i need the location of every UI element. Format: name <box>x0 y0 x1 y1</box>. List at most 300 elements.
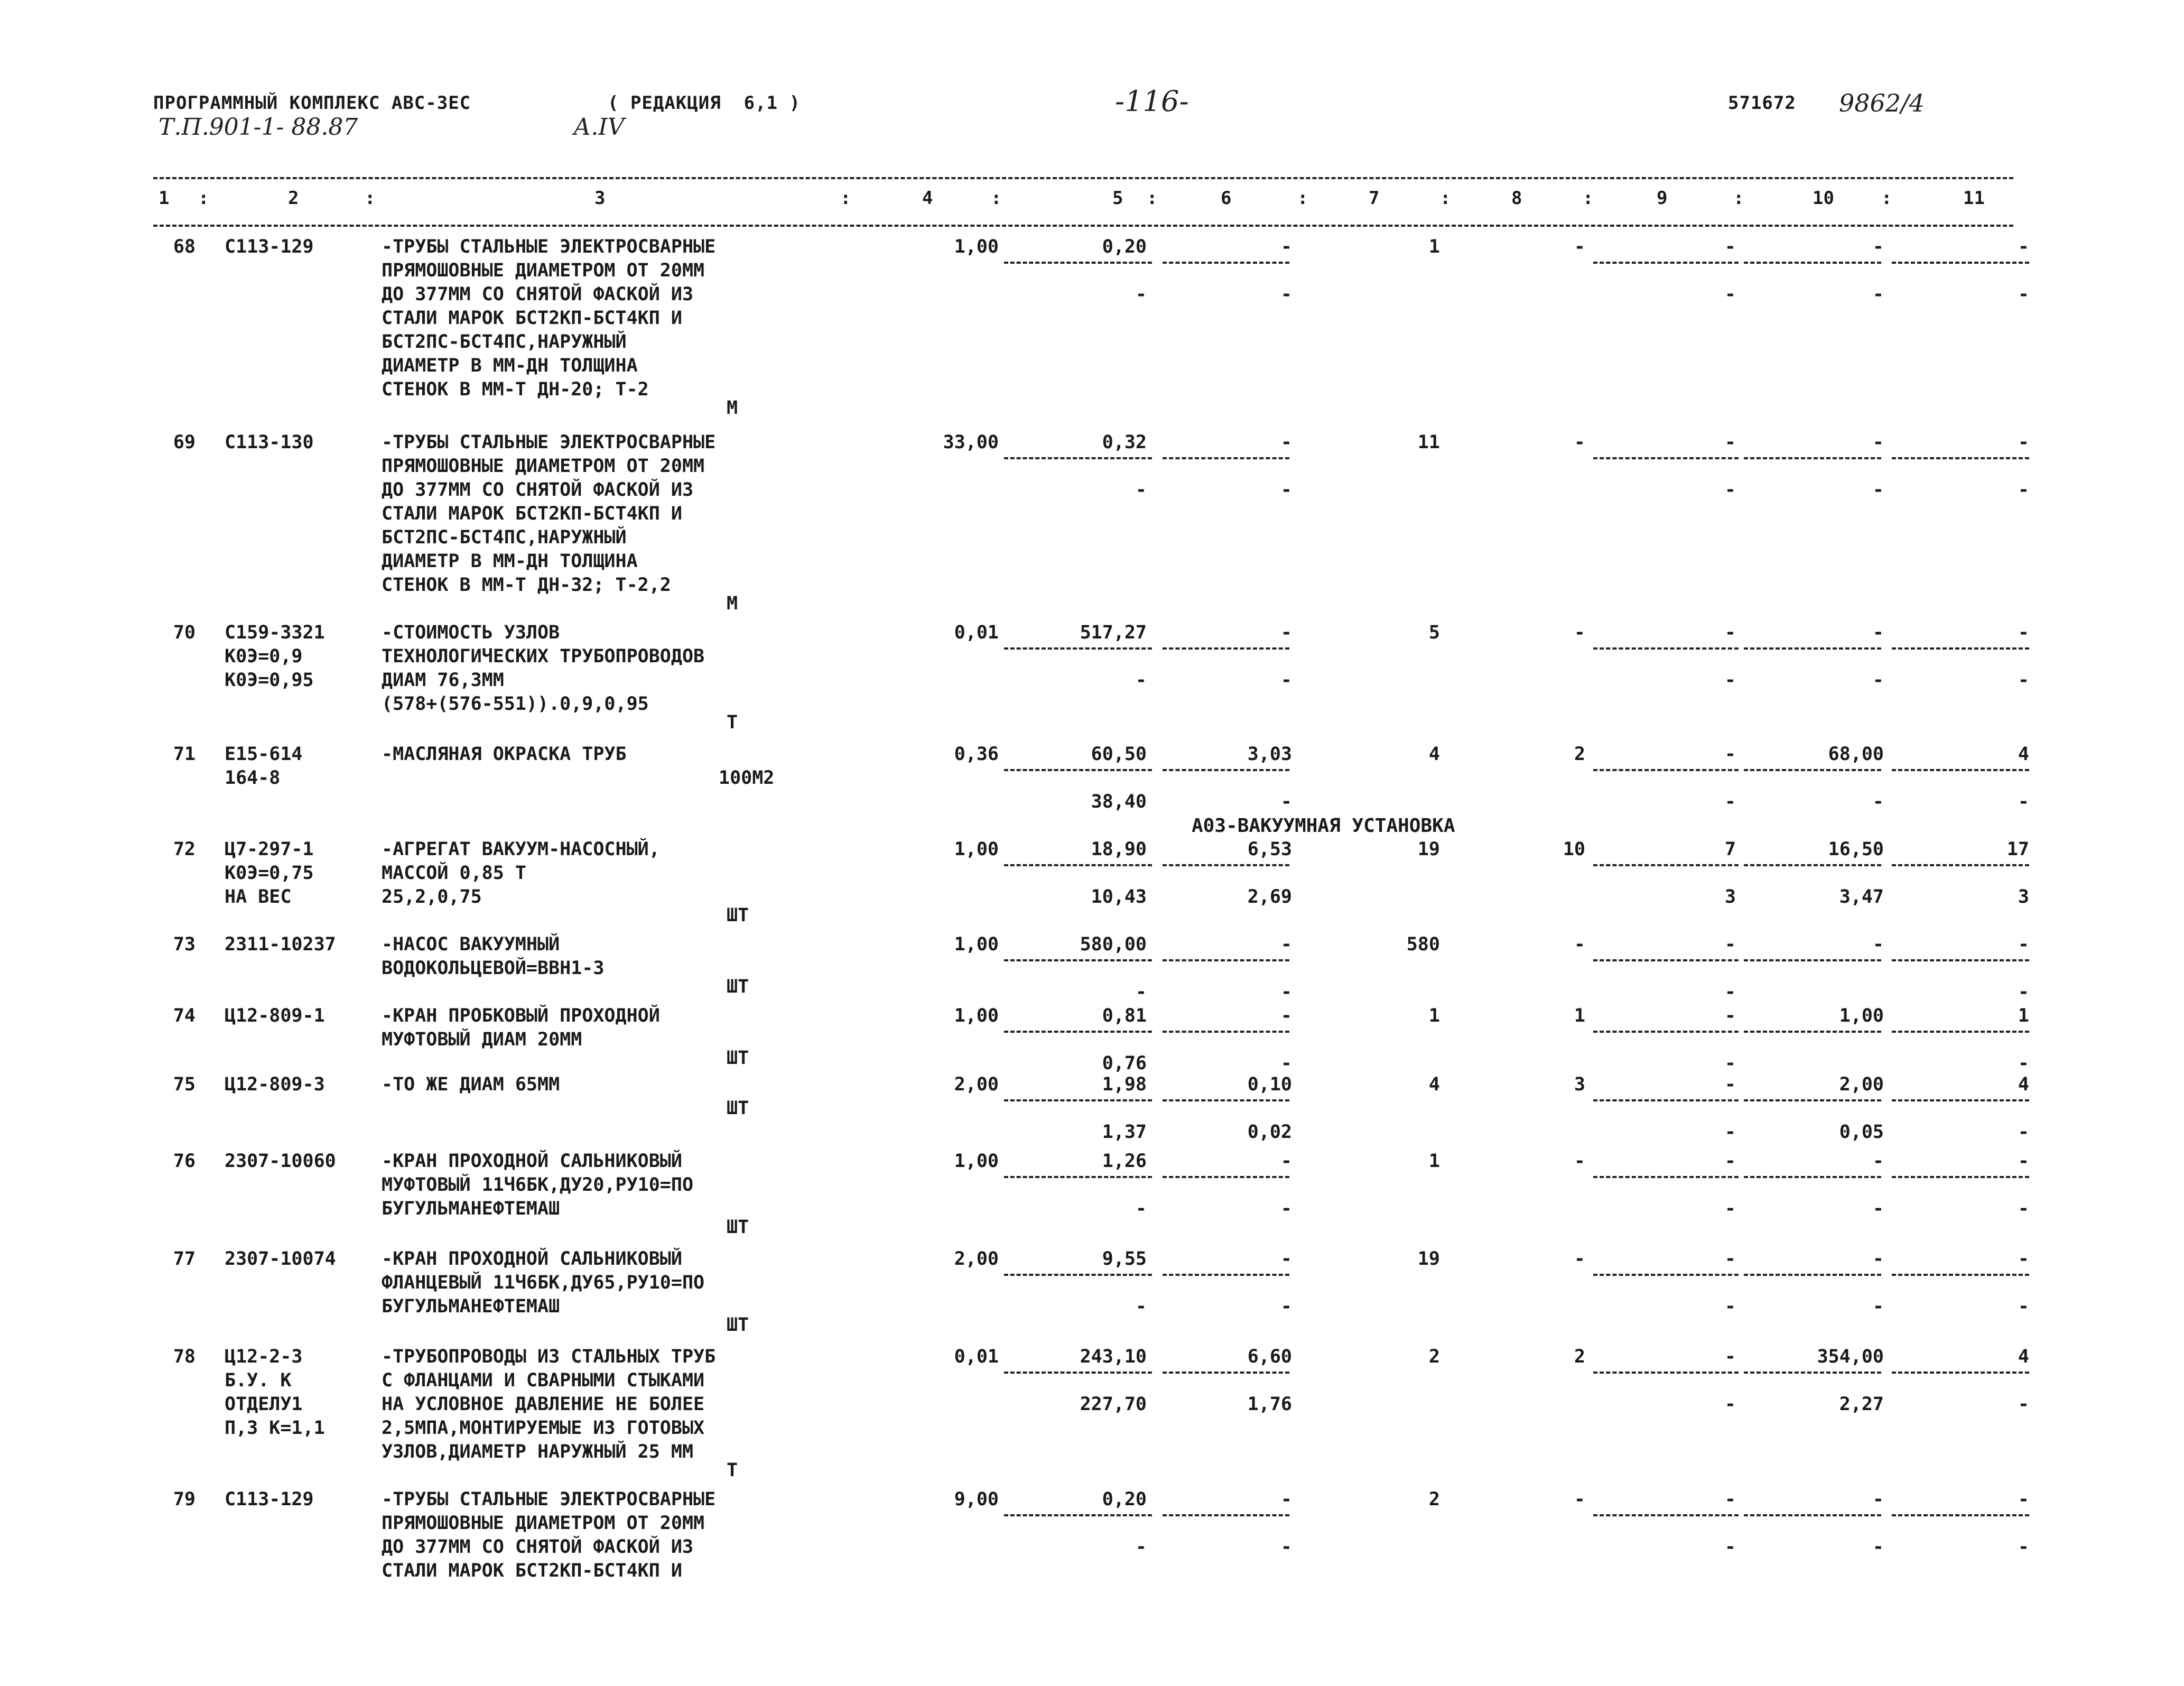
subtotal-dash-rule <box>1744 769 1881 771</box>
column-header-10: 10 <box>1813 188 1834 209</box>
row-code: Е15-614 <box>225 744 303 765</box>
cell-c8: 2 <box>1574 1346 1585 1367</box>
row-code: Б.У. К <box>225 1370 292 1391</box>
subtotal-dash-rule <box>1163 262 1289 264</box>
subcell-s11: - <box>2018 479 2029 501</box>
subtotal-dash-rule <box>1593 959 1739 961</box>
cell-c8: - <box>1574 236 1585 257</box>
subtotal-dash-rule <box>1593 1031 1739 1033</box>
row-description: СТЕНОК В ММ-Т ДН-20; Т-2 <box>382 379 649 400</box>
subcell-s10: 0,05 <box>1839 1122 1884 1143</box>
column-header-5: 5 <box>1112 188 1123 209</box>
cell-c10: - <box>1872 1151 1884 1172</box>
cell-c7: 4 <box>1428 1074 1440 1095</box>
row-description: БУГУЛЬМАНЕФТЕМАШ <box>382 1296 560 1317</box>
row-code: Ц12-809-3 <box>225 1074 325 1095</box>
cell-c8: 2 <box>1574 744 1585 765</box>
row-description: -ТРУБЫ СТАЛЬНЫЕ ЭЛЕКТРОСВАРНЫЕ <box>382 1489 716 1510</box>
subtotal-dash-rule <box>1593 457 1739 459</box>
edition-label: ( РЕДАКЦИЯ 6,1 ) <box>608 92 801 114</box>
cell-qty: 0,01 <box>954 1346 999 1367</box>
subtotal-dash-rule <box>1892 1176 2029 1178</box>
subtotal-dash-rule <box>1593 1514 1739 1516</box>
cell-c9: - <box>1724 1346 1736 1367</box>
cell-c11: - <box>2018 1151 2029 1172</box>
row-code: Ц7-297-1 <box>225 839 314 860</box>
row-code: С113-130 <box>225 432 314 453</box>
subtotal-dash-rule <box>1744 1274 1881 1276</box>
subcell-s9: - <box>1724 1394 1736 1415</box>
row-description: -АГРЕГАТ ВАКУУМ-НАСОСНЫЙ, <box>382 839 660 860</box>
cell-qty: 0,01 <box>954 622 999 643</box>
subtotal-dash-rule <box>1744 1099 1881 1101</box>
cell-c8: 10 <box>1563 839 1585 860</box>
cell-c11: - <box>2018 236 2029 257</box>
cell-c8: 1 <box>1574 1005 1585 1026</box>
subcell-s11: - <box>2018 1296 2029 1317</box>
subtotal-dash-rule <box>1004 647 1152 650</box>
cell-c10: - <box>1872 622 1884 643</box>
subcell-s10: - <box>1872 670 1884 691</box>
subcell-s9: - <box>1724 1122 1736 1143</box>
cell-c7: 2 <box>1428 1346 1440 1367</box>
cell-c5: 1,98 <box>1102 1074 1147 1095</box>
cell-c8: - <box>1574 1151 1585 1172</box>
row-code: С159-3321 <box>225 622 325 643</box>
subcell-s11: - <box>2018 1053 2029 1074</box>
subtotal-dash-rule <box>1163 1274 1289 1276</box>
subtotal-dash-rule <box>1744 1372 1881 1374</box>
header-top-rule <box>153 177 2013 179</box>
row-description: -ТРУБЫ СТАЛЬНЫЕ ЭЛЕКТРОСВАРНЫЕ <box>382 432 716 453</box>
subcell-s9: - <box>1724 981 1736 1003</box>
cell-c11: 4 <box>2018 1346 2029 1367</box>
row-description: ДИАМЕТР В ММ-ДН ТОЛЩИНА <box>382 551 638 572</box>
row-description: -НАСОС ВАКУУМНЫЙ <box>382 934 560 955</box>
row-description: БСТ2ПС-БСТ4ПС,НАРУЖНЫЙ <box>382 527 627 548</box>
row-description: -КРАН ПРОХОДНОЙ САЛЬНИКОВЫЙ <box>382 1151 682 1172</box>
subtotal-dash-rule <box>1593 1372 1739 1374</box>
cell-c11: 1 <box>2018 1005 2029 1026</box>
subtotal-dash-rule <box>1892 1031 2029 1033</box>
row-code: Ц12-2-3 <box>225 1346 303 1367</box>
cell-qty: 0,36 <box>954 744 999 765</box>
column-header-9: 9 <box>1657 188 1668 209</box>
row-number: 77 <box>173 1248 196 1270</box>
cell-c6: - <box>1280 1005 1292 1026</box>
cell-c9: - <box>1724 1489 1736 1510</box>
cell-c5: 0,32 <box>1102 432 1147 453</box>
column-separator: : <box>1440 188 1451 209</box>
subcell-s5: - <box>1135 670 1147 691</box>
row-number: 79 <box>173 1489 196 1510</box>
column-separator: : <box>1297 188 1308 209</box>
subtotal-dash-rule <box>1892 262 2029 264</box>
cell-c8: - <box>1574 622 1585 643</box>
column-separator: : <box>1147 188 1158 209</box>
row-unit: Т <box>727 1460 738 1481</box>
cell-c7: 1 <box>1428 236 1440 257</box>
row-code: С113-129 <box>225 1489 314 1510</box>
subcell-s9: - <box>1724 479 1736 501</box>
subcell-s6: - <box>1280 981 1292 1003</box>
row-description: -ТРУБЫ СТАЛЬНЫЕ ЭЛЕКТРОСВАРНЫЕ <box>382 236 716 257</box>
row-description: УЗЛОВ,ДИАМЕТР НАРУЖНЫЙ 25 ММ <box>382 1441 694 1462</box>
subtotal-dash-rule <box>1744 647 1881 650</box>
subcell-s10: - <box>1872 1536 1884 1558</box>
cell-c6: - <box>1280 432 1292 453</box>
subcell-s10: - <box>1872 1296 1884 1317</box>
subcell-s5: - <box>1135 479 1147 501</box>
cell-qty: 1,00 <box>954 1151 999 1172</box>
cell-c11: - <box>2018 1489 2029 1510</box>
subtotal-dash-rule <box>1744 959 1881 961</box>
subcell-s6: 0,02 <box>1247 1122 1292 1143</box>
subtotal-dash-rule <box>1744 1031 1881 1033</box>
cell-c10: - <box>1872 1489 1884 1510</box>
subtotal-dash-rule <box>1004 959 1152 961</box>
subtotal-dash-rule <box>1004 1274 1152 1276</box>
cell-qty: 2,00 <box>954 1074 999 1095</box>
subcell-s9: - <box>1724 670 1736 691</box>
subcell-s6: - <box>1280 1053 1292 1074</box>
subtotal-dash-rule <box>1593 769 1739 771</box>
subcell-s9: - <box>1724 1198 1736 1219</box>
subtotal-dash-rule <box>1593 262 1739 264</box>
cell-c6: 3,03 <box>1247 744 1292 765</box>
row-description: 2,5МПА,МОНТИРУЕМЫЕ ИЗ ГОТОВЫХ <box>382 1418 705 1439</box>
row-description: С ФЛАНЦАМИ И СВАРНЫМИ СТЫКАМИ <box>382 1370 705 1391</box>
album-number: А.IV <box>573 114 625 141</box>
row-number: 73 <box>173 934 196 955</box>
cell-c10: - <box>1872 432 1884 453</box>
row-description: ДО 377ММ СО СНЯТОЙ ФАСКОЙ ИЗ <box>382 479 694 501</box>
cell-c8: - <box>1574 1489 1585 1510</box>
subtotal-dash-rule <box>1593 1099 1739 1101</box>
subcell-s6: - <box>1280 479 1292 501</box>
cell-c10: - <box>1872 1248 1884 1270</box>
row-code: 2307-10074 <box>225 1248 336 1270</box>
subcell-s9: - <box>1724 1536 1736 1558</box>
row-unit: ШТ <box>727 1048 749 1069</box>
sheet-number: 9862/4 <box>1839 89 1925 117</box>
page-number: -116- <box>1115 85 1189 118</box>
subcell-s10: - <box>1872 791 1884 812</box>
subtotal-dash-rule <box>1004 1176 1152 1178</box>
cell-c6: - <box>1280 1248 1292 1270</box>
cell-c5: 517,27 <box>1080 622 1147 643</box>
subtotal-dash-rule <box>1744 457 1881 459</box>
subcell-s6: 1,76 <box>1247 1394 1292 1415</box>
row-number: 74 <box>173 1005 196 1026</box>
subtotal-dash-rule <box>1163 864 1289 866</box>
subtotal-dash-rule <box>1744 1514 1881 1516</box>
subtotal-dash-rule <box>1892 647 2029 650</box>
subcell-s5: - <box>1135 284 1147 305</box>
subcell-s5: - <box>1135 981 1147 1003</box>
row-code: К0Э=0,9 <box>225 646 303 667</box>
cell-c11: - <box>2018 1248 2029 1270</box>
subcell-s5: - <box>1135 1198 1147 1219</box>
row-code: НА ВЕС <box>225 886 292 907</box>
cell-c9: 7 <box>1724 839 1736 860</box>
cell-c9: - <box>1724 744 1736 765</box>
row-description: МАССОЙ 0,85 Т <box>382 863 526 884</box>
row-unit: ШТ <box>727 1098 749 1119</box>
row-description: МУФТОВЫЙ 11Ч6БК,ДУ20,РУ10=ПО <box>382 1174 694 1196</box>
row-number: 76 <box>173 1151 196 1172</box>
row-unit: М <box>727 397 738 419</box>
subtotal-dash-rule <box>1163 769 1289 771</box>
row-number: 72 <box>173 839 196 860</box>
subtotal-dash-rule <box>1004 1099 1152 1101</box>
row-number: 70 <box>173 622 196 643</box>
subtotal-dash-rule <box>1744 262 1881 264</box>
cell-c11: - <box>2018 934 2029 955</box>
program-title: ПРОГРАММНЫЙ КОМПЛЕКС АВС-3ЕС <box>153 92 471 114</box>
cell-c9: - <box>1724 934 1736 955</box>
cell-c9: - <box>1724 236 1736 257</box>
cell-c7: 11 <box>1417 432 1440 453</box>
subcell-s9: 3 <box>1724 886 1736 907</box>
cell-c5: 243,10 <box>1080 1346 1147 1367</box>
row-code: 2307-10060 <box>225 1151 336 1172</box>
subtotal-dash-rule <box>1593 864 1739 866</box>
subcell-s9: - <box>1724 1296 1736 1317</box>
subcell-s5: - <box>1135 1536 1147 1558</box>
row-description: БСТ2ПС-БСТ4ПС,НАРУЖНЫЙ <box>382 331 627 353</box>
cell-c5: 9,55 <box>1102 1248 1147 1270</box>
cell-c7: 19 <box>1417 1248 1440 1270</box>
subcell-s10: - <box>1872 284 1884 305</box>
cell-c7: 2 <box>1428 1489 1440 1510</box>
subtotal-dash-rule <box>1892 1274 2029 1276</box>
subtotal-dash-rule <box>1163 1176 1289 1178</box>
row-unit: ШТ <box>727 905 749 926</box>
row-code: К0Э=0,75 <box>225 863 314 884</box>
row-description: МУФТОВЫЙ ДИАМ 20ММ <box>382 1029 582 1050</box>
cell-qty: 2,00 <box>954 1248 999 1270</box>
subcell-s11: - <box>2018 791 2029 812</box>
row-description: ТЕХНОЛОГИЧЕСКИХ ТРУБОПРОВОДОВ <box>382 646 705 667</box>
cell-c6: 6,53 <box>1247 839 1292 860</box>
subcell-s5: 10,43 <box>1091 886 1147 907</box>
cell-c9: - <box>1724 432 1736 453</box>
subcell-s10: - <box>1872 479 1884 501</box>
subcell-s11: - <box>2018 981 2029 1003</box>
subtotal-dash-rule <box>1892 959 2029 961</box>
row-number: 71 <box>173 744 196 765</box>
cell-c5: 60,50 <box>1091 744 1147 765</box>
cell-c7: 1 <box>1428 1005 1440 1026</box>
row-description: -КРАН ПРОБКОВЫЙ ПРОХОДНОЙ <box>382 1005 660 1026</box>
subtotal-dash-rule <box>1593 1176 1739 1178</box>
cell-qty: 1,00 <box>954 1005 999 1026</box>
subcell-s6: - <box>1280 1536 1292 1558</box>
column-separator: : <box>1583 188 1594 209</box>
cell-c11: - <box>2018 622 2029 643</box>
subcell-s11: - <box>2018 1122 2029 1143</box>
subtotal-dash-rule <box>1892 769 2029 771</box>
cell-c6: - <box>1280 236 1292 257</box>
row-description: ДИАМЕТР В ММ-ДН ТОЛЩИНА <box>382 355 638 376</box>
row-code: Ц12-809-1 <box>225 1005 325 1026</box>
row-number: 68 <box>173 236 196 257</box>
row-number: 75 <box>173 1074 196 1095</box>
cell-c9: - <box>1724 1074 1736 1095</box>
cell-qty: 1,00 <box>954 934 999 955</box>
cell-c6: - <box>1280 934 1292 955</box>
subtotal-dash-rule <box>1163 1031 1289 1033</box>
subtotal-dash-rule <box>1744 864 1881 866</box>
column-separator: : <box>1733 188 1744 209</box>
subtotal-dash-rule <box>1163 647 1289 650</box>
subcell-s11: - <box>2018 1198 2029 1219</box>
row-description: СТАЛИ МАРОК БСТ2КП-БСТ4КП И <box>382 1560 682 1581</box>
row-unit: Т <box>727 712 738 733</box>
subcell-s10: 2,27 <box>1839 1394 1884 1415</box>
cell-c8: - <box>1574 934 1585 955</box>
header-bottom-rule <box>153 225 2013 227</box>
subtotal-dash-rule <box>1004 262 1152 264</box>
subcell-s6: - <box>1280 284 1292 305</box>
row-number: 78 <box>173 1346 196 1367</box>
subcell-s11: - <box>2018 1394 2029 1415</box>
cell-c10: - <box>1872 236 1884 257</box>
cell-c10: 16,50 <box>1828 839 1884 860</box>
row-description: НА УСЛОВНОЕ ДАВЛЕНИЕ НЕ БОЛЕЕ <box>382 1394 705 1415</box>
cell-c6: - <box>1280 622 1292 643</box>
row-description: СТЕНОК В ММ-Т ДН-32; Т-2,2 <box>382 575 671 596</box>
subcell-s6: - <box>1280 791 1292 812</box>
subtotal-dash-rule <box>1163 1514 1289 1516</box>
cell-c10: 68,00 <box>1828 744 1884 765</box>
row-unit: М <box>727 593 738 614</box>
cell-c5: 0,20 <box>1102 236 1147 257</box>
subcell-s5: 227,70 <box>1080 1394 1147 1415</box>
cell-c9: - <box>1724 622 1736 643</box>
subtotal-dash-rule <box>1004 769 1152 771</box>
row-description: ДО 377ММ СО СНЯТОЙ ФАСКОЙ ИЗ <box>382 284 694 305</box>
subcell-s6: 2,69 <box>1247 886 1292 907</box>
column-header-1: 1 <box>159 188 170 209</box>
cell-c10: 1,00 <box>1839 1005 1884 1026</box>
row-code: ОТДЕЛУ1 <box>225 1394 303 1415</box>
column-separator: : <box>198 188 209 209</box>
subcell-s9: - <box>1724 1053 1736 1074</box>
row-code: 2311-10237 <box>225 934 336 955</box>
cell-c10: 2,00 <box>1839 1074 1884 1095</box>
row-description: 25,2,0,75 <box>382 886 482 907</box>
column-header-3: 3 <box>594 188 606 209</box>
subcell-s6: - <box>1280 1296 1292 1317</box>
cell-c11: 17 <box>2006 839 2029 860</box>
subcell-s5: 1,37 <box>1102 1122 1147 1143</box>
column-header-6: 6 <box>1221 188 1232 209</box>
subcell-s11: 3 <box>2018 886 2029 907</box>
row-description: ПРЯМОШОВНЫЕ ДИАМЕТРОМ ОТ 20ММ <box>382 260 705 281</box>
cell-c8: - <box>1574 1248 1585 1270</box>
cell-c5: 580,00 <box>1080 934 1147 955</box>
subcell-s11: - <box>2018 1536 2029 1558</box>
row-code: 164-8 <box>225 767 281 789</box>
cell-c9: - <box>1724 1005 1736 1026</box>
section-title: А03-ВАКУУМНАЯ УСТАНОВКА <box>1192 815 1455 837</box>
column-separator: : <box>365 188 376 209</box>
row-description: ВОДОКОЛЬЦЕВОЙ=ВВН1-3 <box>382 958 605 979</box>
subtotal-dash-rule <box>1593 647 1739 650</box>
row-description: СТАЛИ МАРОК БСТ2КП-БСТ4КП И <box>382 503 682 524</box>
cell-c10: 354,00 <box>1817 1346 1884 1367</box>
cell-c7: 4 <box>1428 744 1440 765</box>
subcell-s5: 38,40 <box>1091 791 1147 812</box>
column-separator: : <box>991 188 1002 209</box>
column-header-8: 8 <box>1511 188 1522 209</box>
cell-c7: 1 <box>1428 1151 1440 1172</box>
row-code: К0Э=0,95 <box>225 670 314 691</box>
row-description: ФЛАНЦЕВЫЙ 11Ч6БК,ДУ65,РУ10=ПО <box>382 1272 705 1293</box>
cell-c10: - <box>1872 934 1884 955</box>
subtotal-dash-rule <box>1004 1031 1152 1033</box>
cell-c9: - <box>1724 1248 1736 1270</box>
cell-c11: - <box>2018 432 2029 453</box>
column-header-4: 4 <box>922 188 933 209</box>
cell-c6: 6,60 <box>1247 1346 1292 1367</box>
cell-c9: - <box>1724 1151 1736 1172</box>
cell-c8: 3 <box>1574 1074 1585 1095</box>
row-description: -ТО ЖЕ ДИАМ 65ММ <box>382 1074 560 1095</box>
subtotal-dash-rule <box>1892 1372 2029 1374</box>
subcell-s5: - <box>1135 1296 1147 1317</box>
cell-c7: 5 <box>1428 622 1440 643</box>
row-description: -ТРУБОПРОВОДЫ ИЗ СТАЛЬНЫХ ТРУБ <box>382 1346 716 1367</box>
cell-qty: 1,00 <box>954 236 999 257</box>
row-unit: ШТ <box>727 1314 749 1336</box>
subtotal-dash-rule <box>1163 1372 1289 1374</box>
row-code: С113-129 <box>225 236 314 257</box>
cell-c5: 0,81 <box>1102 1005 1147 1026</box>
column-separator: : <box>840 188 851 209</box>
column-header-11: 11 <box>1963 188 1985 209</box>
row-unit: 100М2 <box>719 767 775 789</box>
row-description: ДИАМ 76,3ММ <box>382 670 504 691</box>
subtotal-dash-rule <box>1163 457 1289 459</box>
row-code: П,3 К=1,1 <box>225 1418 325 1439</box>
cell-c11: 4 <box>2018 744 2029 765</box>
subcell-s5: 0,76 <box>1102 1053 1147 1074</box>
row-number: 69 <box>173 432 196 453</box>
cell-c6: - <box>1280 1151 1292 1172</box>
subcell-s9: - <box>1724 284 1736 305</box>
subcell-s11: - <box>2018 670 2029 691</box>
document-code: 571672 <box>1728 92 1796 114</box>
subtotal-dash-rule <box>1004 1372 1152 1374</box>
cell-c8: - <box>1574 432 1585 453</box>
subtotal-dash-rule <box>1892 457 2029 459</box>
cell-qty: 9,00 <box>954 1489 999 1510</box>
row-description: -МАСЛЯНАЯ ОКРАСКА ТРУБ <box>382 744 627 765</box>
row-description: ДО 377ММ СО СНЯТОЙ ФАСКОЙ ИЗ <box>382 1536 694 1558</box>
subcell-s10: 3,47 <box>1839 886 1884 907</box>
column-header-2: 2 <box>288 188 299 209</box>
row-description: -КРАН ПРОХОДНОЙ САЛЬНИКОВЫЙ <box>382 1248 682 1270</box>
row-description: -СТОИМОСТЬ УЗЛОВ <box>382 622 560 643</box>
subcell-s9: - <box>1724 791 1736 812</box>
cell-c5: 1,26 <box>1102 1151 1147 1172</box>
row-description: ПРЯМОШОВНЫЕ ДИАМЕТРОМ ОТ 20ММ <box>382 456 705 477</box>
subcell-s6: - <box>1280 1198 1292 1219</box>
subtotal-dash-rule <box>1004 864 1152 866</box>
